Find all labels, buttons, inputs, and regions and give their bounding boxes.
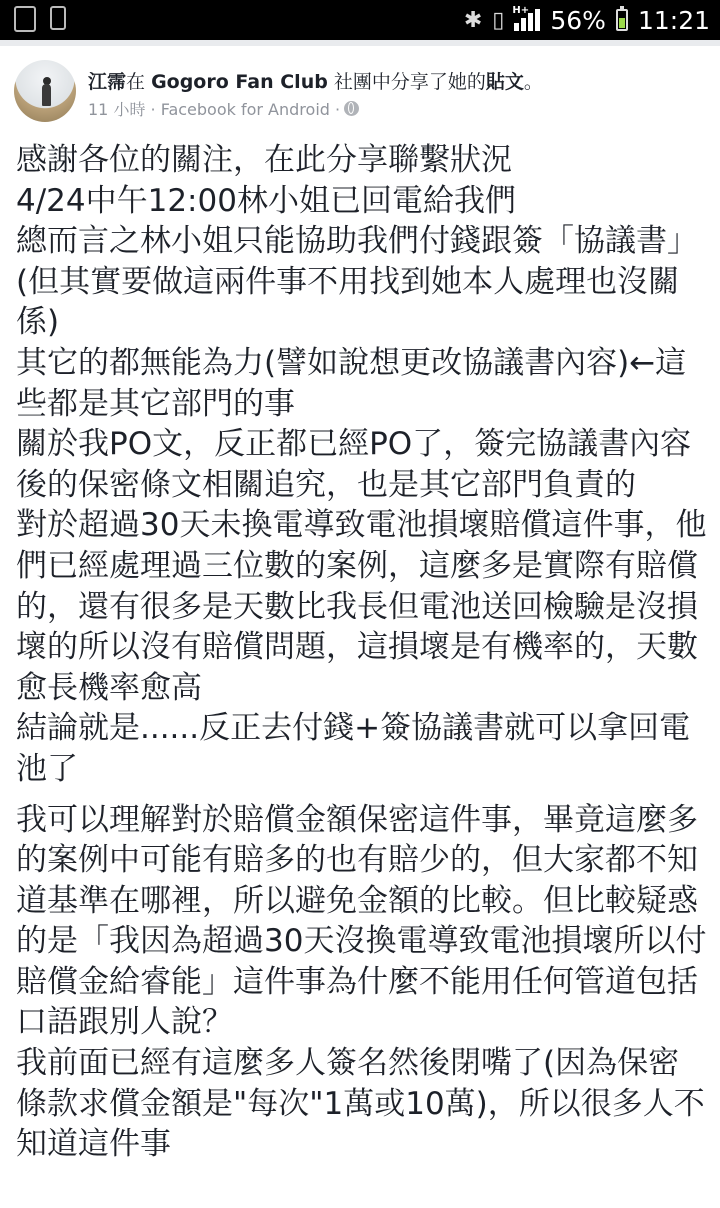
post-paragraph: 感謝各位的關注，在此分享聯繫狀況: [16, 142, 512, 178]
signal-icon: H+: [514, 9, 540, 31]
bluetooth-icon: ✱: [463, 7, 483, 33]
header-tail: 社團中分享了她的: [327, 71, 486, 93]
post-paragraph: 關於我PO文，反正都已經PO了，簽完協議書內容後的保密條文相關追究，也是其它部門負責的: [16, 426, 692, 503]
post-card: [0, 46, 720, 1208]
post-paragraph: 結論就是......反正去付錢+簽協議書就可以拿回電池了: [16, 710, 691, 787]
post-body: [16, 140, 710, 1165]
screenshot-icon: [14, 6, 36, 32]
phone-icon: [50, 6, 66, 30]
vibrate-icon: ▯: [492, 7, 505, 33]
post-paragraph: 對於超過30天未換電導致電池損壞賠償這件事，他們已經處理過三位數的案例，這麼多是實際有賠償的，還有很多是天數比我長但電池送回檢驗是沒損壞的所以沒有賠償問題，這損壞是有機率的，天數愈長機率愈高: [16, 507, 707, 706]
post-paragraph: 總而言之林小姐只能協助我們付錢跟簽「協議書」(但其實要做這兩件事不用找到她本人處理也沒關係): [16, 223, 698, 341]
battery-icon: [616, 9, 628, 31]
post-paragraph: 4/24中午12:00林小姐已回電給我們: [16, 182, 516, 219]
author-name[interactable]: 江霈: [88, 71, 127, 93]
avatar[interactable]: [14, 60, 76, 122]
status-bar: [0, 0, 720, 40]
group-name[interactable]: Gogoro Fan Club: [151, 71, 328, 93]
post-timestamp[interactable]: 11 小時 · Facebook for Android ·: [88, 100, 341, 119]
globe-icon: [344, 101, 359, 116]
post-link[interactable]: 貼文: [485, 71, 524, 93]
battery-percent: 56%: [550, 5, 606, 35]
post-meta: [88, 97, 359, 120]
post-header: [88, 67, 543, 94]
post-paragraph: 我可以理解對於賠償金額保密這件事，畢竟這麼多的案例中可能有賠多的也有賠少的，但大家都不知道基準在哪裡，所以避免金額的比較。但比較疑惑的是「我因為超過30天沒換電導致電池損壞所以付賠償金給睿能」這件事為什麼不能用任何管道包括口語跟別人說？: [16, 801, 707, 1041]
header-mid: 在: [126, 71, 152, 93]
header-end: 。: [523, 71, 543, 93]
post-paragraph: 其它的都無能為力(譬如說想更改協議書內容)←這些都是其它部門的事: [16, 344, 687, 422]
clock: 11:21: [637, 5, 710, 35]
post-paragraph: 我前面已經有這麼多人簽名然後閉嘴了(因為保密條款求償金額是"每次"1萬或10萬)，所以很多人不知道這件事: [16, 1045, 705, 1163]
